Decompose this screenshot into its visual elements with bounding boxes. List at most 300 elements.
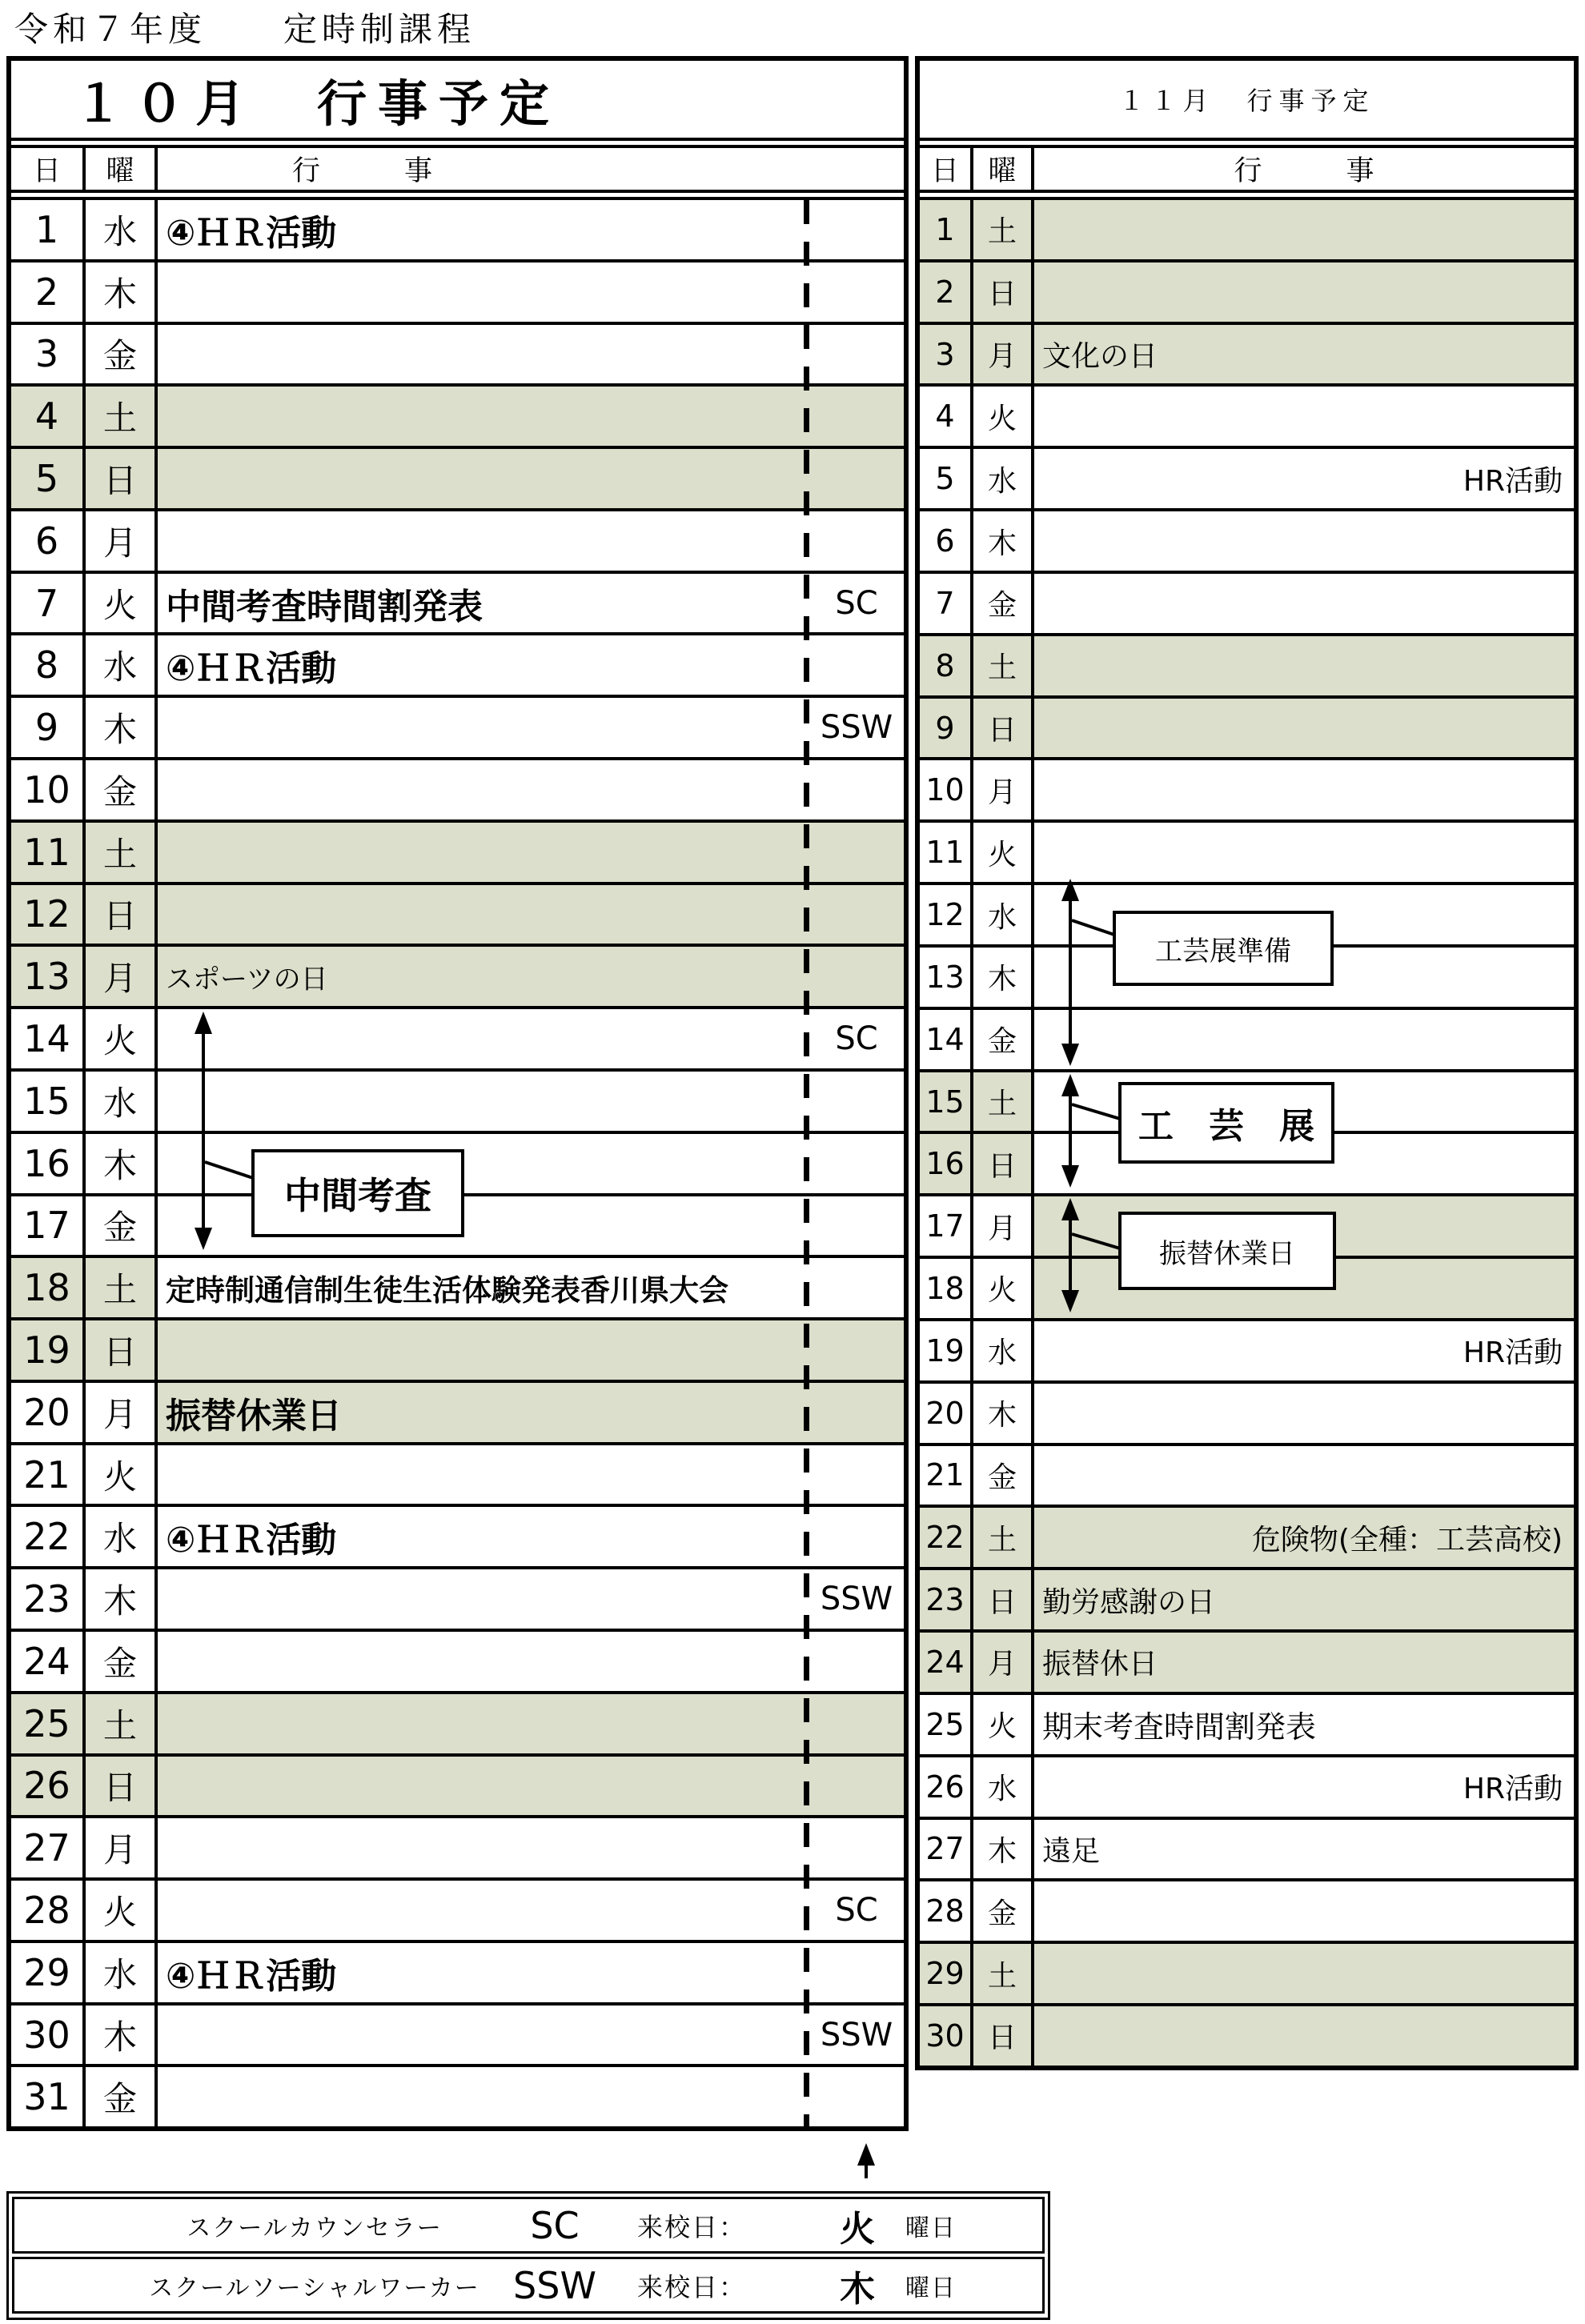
calendar-row-october-4 — [11, 387, 904, 449]
weekday-cell — [86, 885, 158, 944]
date-cell-text: 4 — [34, 395, 59, 439]
event-cell — [158, 1320, 904, 1380]
calendar-row-october-1 — [11, 200, 904, 262]
event-cell — [158, 1445, 904, 1505]
date-cell — [11, 1196, 86, 1256]
weekday-cell-text: 木 — [987, 527, 1017, 560]
date-cell-text: 17 — [925, 1208, 965, 1244]
event-cell-text: 遠足 — [1042, 1834, 1101, 1868]
date-cell-text: 30 — [925, 2017, 965, 2054]
calendar-row-november-20 — [920, 1384, 1574, 1446]
calendar-row-october-30 — [11, 2005, 904, 2068]
weekday-cell-text: 火 — [987, 1710, 1017, 1744]
event-cell — [158, 1632, 904, 1691]
weekday-cell-text: 水 — [102, 1954, 137, 1994]
event-cell-text: 振替休業日 — [166, 1395, 342, 1436]
date-cell-text: 31 — [23, 2075, 70, 2119]
date-cell-text: 29 — [925, 1956, 965, 1992]
date-cell-text: 5 — [34, 457, 59, 501]
date-cell — [11, 1694, 86, 1753]
date-cell — [920, 1072, 973, 1132]
weekday-cell-text: 火 — [102, 1892, 137, 1932]
date-cell — [11, 2067, 86, 2126]
column-header-weekday: 曜 — [973, 148, 1034, 190]
weekday-cell-text: 水 — [987, 900, 1017, 934]
calendar-row-october-11 — [11, 823, 904, 885]
calendar-row-october-18 — [11, 1258, 904, 1320]
event-cell — [158, 2005, 904, 2065]
calendar-row-october-10 — [11, 760, 904, 823]
weekday-cell-text: 火 — [102, 585, 137, 625]
legend-row-school-counselor — [12, 2197, 1045, 2254]
event-cell — [1034, 1010, 1574, 1069]
event-cell-text: ④ＨＲ活動 — [166, 1955, 337, 1997]
event-cell-text: 振替休日 — [1042, 1648, 1158, 1681]
weekday-cell — [86, 823, 158, 882]
weekday-cell — [86, 1881, 158, 1940]
weekday-cell-text: 日 — [987, 2021, 1017, 2055]
date-cell-text: 6 — [935, 523, 955, 559]
date-cell — [11, 2005, 86, 2065]
weekday-cell — [973, 1944, 1034, 2003]
weekday-cell — [973, 699, 1034, 758]
event-cell — [158, 823, 904, 882]
weekday-cell-text: 月 — [987, 1648, 1017, 1681]
weekday-cell-text: 土 — [102, 399, 137, 439]
weekday-cell-text: 土 — [987, 1088, 1017, 1120]
calendar-row-november-4 — [920, 387, 1574, 449]
date-cell — [11, 1320, 86, 1380]
date-cell-text: 12 — [925, 897, 965, 933]
october-header-row — [11, 145, 904, 193]
weekday-cell-text: 金 — [987, 1461, 1017, 1494]
date-cell — [11, 574, 86, 633]
calendar-row-october-14 — [11, 1009, 904, 1072]
event-cell — [158, 1818, 904, 1877]
counselor-visit-marker — [809, 387, 904, 446]
date-cell-text: 8 — [34, 643, 59, 687]
event-cell — [158, 698, 904, 757]
date-cell — [11, 1943, 86, 2002]
date-cell — [11, 511, 86, 571]
date-cell-text: 1 — [935, 211, 955, 247]
calendar-row-october-28 — [11, 1881, 904, 1943]
calendar-row-november-26 — [920, 1757, 1574, 1820]
weekday-cell — [86, 200, 158, 259]
calendar-row-october-13 — [11, 947, 904, 1009]
date-cell — [920, 387, 973, 446]
weekday-cell-text: 土 — [987, 215, 1017, 249]
date-cell-text: 20 — [23, 1390, 70, 1434]
weekday-cell — [973, 1446, 1034, 1505]
date-cell — [920, 1321, 973, 1380]
weekday-cell-text: 水 — [102, 1519, 137, 1559]
legend-visit-day: 木 — [840, 2268, 875, 2310]
craft-exhibition-label: 工 芸 展 — [1138, 1106, 1314, 1147]
date-cell-text: 12 — [23, 892, 70, 936]
counselor-visit-marker — [809, 1320, 904, 1380]
event-cell — [158, 947, 904, 1006]
event-cell — [158, 1881, 904, 1940]
counselor-visit-marker — [809, 1072, 904, 1131]
counselor-visit-marker: SC — [835, 1891, 878, 1929]
date-cell-text: 9 — [34, 706, 59, 750]
event-cell — [158, 2067, 904, 2126]
date-cell — [11, 698, 86, 757]
event-cell — [158, 1569, 904, 1629]
date-cell-text: 25 — [23, 1701, 70, 1745]
calendar-row-october-9 — [11, 698, 904, 760]
weekday-cell-text: 日 — [987, 1585, 1017, 1619]
event-cell-text: HR活動 — [1463, 464, 1563, 498]
date-cell — [920, 200, 973, 259]
weekday-cell-text: 金 — [102, 1208, 137, 1248]
counselor-visit-marker: SC — [835, 1020, 878, 1058]
event-cell-text: HR活動 — [1463, 1773, 1563, 1806]
event-cell — [1034, 262, 1574, 322]
event-cell — [1034, 1944, 1574, 2003]
date-cell — [920, 1259, 973, 1318]
weekday-cell-text: 金 — [102, 336, 137, 376]
weekday-cell — [86, 1383, 158, 1442]
date-cell-text: 22 — [23, 1515, 70, 1559]
weekday-cell — [973, 636, 1034, 695]
date-cell — [11, 1507, 86, 1566]
weekday-cell-text: 木 — [102, 710, 137, 750]
calendar-row-october-27 — [11, 1818, 904, 1881]
date-cell-text: 30 — [23, 2013, 70, 2057]
event-cell — [1034, 2006, 1574, 2066]
calendar-row-november-2 — [920, 262, 1574, 325]
event-cell — [158, 325, 904, 384]
date-cell — [920, 636, 973, 695]
date-cell-text: 3 — [935, 336, 955, 372]
november-table — [915, 56, 1579, 2070]
date-cell — [11, 1818, 86, 1877]
event-cell — [1034, 699, 1574, 758]
date-cell — [920, 1570, 973, 1629]
weekday-cell-text: 日 — [987, 278, 1017, 311]
date-cell — [920, 1633, 973, 1692]
weekday-cell — [973, 1633, 1034, 1692]
event-cell-text: 中間考査時間割発表 — [166, 586, 483, 627]
date-cell — [920, 760, 973, 819]
weekday-cell — [973, 200, 1034, 259]
weekday-cell — [973, 1695, 1034, 1754]
date-cell-text: 27 — [925, 1831, 965, 1867]
event-cell — [1034, 760, 1574, 819]
weekday-cell — [973, 1259, 1034, 1318]
event-cell — [158, 1009, 904, 1068]
date-cell — [920, 823, 973, 882]
weekday-cell — [86, 1009, 158, 1068]
weekday-cell — [86, 1757, 158, 1816]
weekday-cell — [86, 2005, 158, 2065]
date-cell — [920, 574, 973, 633]
weekday-cell-text: 土 — [987, 1959, 1017, 1993]
counselor-visit-marker — [809, 200, 904, 259]
weekday-cell — [86, 1320, 158, 1380]
event-cell — [158, 635, 904, 695]
weekday-cell — [973, 948, 1034, 1007]
date-cell-text: 24 — [23, 1639, 70, 1683]
counselor-visit-marker — [809, 823, 904, 882]
date-cell — [920, 1757, 973, 1817]
event-cell — [1034, 636, 1574, 695]
counselor-visit-marker — [809, 885, 904, 944]
calendar-row-november-10 — [920, 760, 1574, 823]
legend-row-school-social-worker — [12, 2257, 1045, 2314]
counselor-visit-marker — [809, 760, 904, 819]
date-cell-text: 1 — [34, 207, 59, 251]
weekday-cell-text: 土 — [102, 1705, 137, 1745]
event-cell — [1034, 574, 1574, 633]
weekday-cell-text: 木 — [102, 1581, 137, 1621]
weekday-cell — [86, 698, 158, 757]
event-cell — [1034, 1508, 1574, 1567]
weekday-cell — [973, 1072, 1034, 1132]
date-cell — [11, 387, 86, 446]
event-cell-text: 文化の日 — [1042, 340, 1158, 374]
counselor-visit-marker: SSW — [820, 709, 893, 747]
weekday-cell-text: 日 — [987, 714, 1017, 747]
event-cell — [158, 1383, 904, 1442]
weekday-cell — [86, 574, 158, 633]
event-cell-text: ④ＨＲ活動 — [166, 648, 337, 690]
calendar-row-october-5 — [11, 449, 904, 511]
weekday-cell-text: 水 — [102, 1083, 137, 1123]
date-cell-text: 3 — [34, 332, 59, 376]
date-cell-text: 23 — [23, 1577, 70, 1621]
weekday-cell — [973, 760, 1034, 819]
counselor-visit-marker — [809, 1632, 904, 1691]
calendar-row-november-29 — [920, 1944, 1574, 2006]
date-cell-text: 14 — [925, 1021, 965, 1057]
event-cell-text: ④ＨＲ活動 — [166, 1520, 337, 1561]
event-cell — [158, 1694, 904, 1753]
october-title: １０月 行事予定 — [11, 61, 904, 141]
column-header-event: 行 事 — [1234, 155, 1374, 187]
weekday-cell — [86, 449, 158, 508]
event-cell — [158, 200, 904, 259]
weekday-cell-text: 金 — [102, 771, 137, 811]
date-cell-text: 11 — [23, 830, 70, 874]
date-cell-text: 21 — [23, 1452, 70, 1497]
event-cell-text: ④ＨＲ活動 — [166, 212, 337, 254]
counselor-visit-marker: SSW — [820, 1581, 893, 1618]
weekday-cell — [86, 511, 158, 571]
weekday-cell-text: 金 — [987, 1897, 1017, 1930]
calendar-row-november-3 — [920, 325, 1574, 387]
weekday-cell-text: 木 — [102, 274, 137, 314]
column-header-weekday: 曜 — [86, 148, 158, 190]
date-cell-text: 19 — [925, 1332, 965, 1368]
calendar-row-october-6 — [11, 511, 904, 574]
midterm-exam-label-box — [251, 1149, 464, 1237]
calendar-row-november-1 — [920, 200, 1574, 262]
weekday-cell-text: 金 — [102, 2079, 137, 2119]
event-cell — [158, 387, 904, 446]
event-cell — [158, 262, 904, 322]
weekday-cell — [973, 2006, 1034, 2066]
counselor-visit-marker — [809, 511, 904, 571]
event-cell — [1034, 823, 1574, 882]
date-cell — [920, 1944, 973, 2003]
event-cell — [1034, 449, 1574, 508]
calendar-row-october-29 — [11, 1943, 904, 2005]
weekday-cell — [973, 1881, 1034, 1941]
date-cell-text: 24 — [925, 1644, 965, 1680]
date-cell — [920, 1196, 973, 1256]
date-cell-text: 15 — [925, 1084, 965, 1120]
date-cell-text: 21 — [925, 1457, 965, 1493]
calendar-row-october-26 — [11, 1757, 904, 1819]
weekday-cell — [86, 1196, 158, 1256]
weekday-cell-text: 木 — [102, 1145, 137, 1185]
date-cell-text: 17 — [23, 1204, 70, 1248]
calendar-row-november-21 — [920, 1446, 1574, 1509]
weekday-cell-text: 木 — [987, 1834, 1017, 1868]
date-cell — [11, 635, 86, 695]
date-cell-text: 13 — [23, 955, 70, 999]
event-cell-text: 定時制通信制生徒生活体験発表香川県大会 — [166, 1273, 728, 1308]
weekday-cell-text: 日 — [102, 461, 137, 501]
date-cell — [11, 1445, 86, 1505]
date-cell — [920, 699, 973, 758]
date-cell — [11, 449, 86, 508]
date-cell-text: 16 — [925, 1146, 965, 1182]
calendar-row-october-31 — [11, 2067, 904, 2126]
calendar-row-october-12 — [11, 885, 904, 948]
date-cell — [11, 1757, 86, 1816]
date-cell — [920, 1446, 973, 1505]
date-cell-text: 4 — [935, 399, 955, 435]
weekday-cell — [973, 1134, 1034, 1193]
weekday-cell — [86, 325, 158, 384]
date-cell-text: 8 — [935, 647, 955, 683]
date-cell-text: 19 — [23, 1328, 70, 1372]
weekday-cell — [973, 885, 1034, 944]
calendar-row-november-11 — [920, 823, 1574, 885]
counselor-visit-marker — [809, 449, 904, 508]
date-cell-text: 28 — [925, 1893, 965, 1929]
event-cell — [1034, 387, 1574, 446]
date-cell — [11, 1134, 86, 1193]
event-cell — [158, 1943, 904, 2002]
substitute-holiday-label: 振替休業日 — [1159, 1237, 1295, 1270]
weekday-cell-text: 火 — [102, 1021, 137, 1061]
legend-visit-day-label: 来校日： — [637, 2271, 747, 2302]
column-header-day: 日 — [11, 148, 86, 190]
date-cell — [11, 1258, 86, 1317]
weekday-cell — [86, 1258, 158, 1317]
page-title: 令和７年度 定時制課程 — [14, 10, 476, 49]
weekday-cell — [973, 511, 1034, 571]
calendar-row-october-15 — [11, 1072, 904, 1134]
date-cell-text: 10 — [23, 767, 70, 811]
event-cell — [158, 1072, 904, 1131]
calendar-row-november-22 — [920, 1508, 1574, 1570]
calendar-row-october-2 — [11, 262, 904, 325]
weekday-cell-text: 火 — [987, 1274, 1017, 1308]
sc-ssw-dashed-divider — [804, 200, 809, 2126]
weekday-cell — [973, 449, 1034, 508]
november-title: １１月 行事予定 — [920, 61, 1574, 141]
date-cell-text: 28 — [23, 1888, 70, 1932]
weekday-cell — [973, 1820, 1034, 1879]
date-cell — [920, 1881, 973, 1941]
weekday-cell — [86, 262, 158, 322]
date-cell-text: 23 — [925, 1582, 965, 1618]
calendar-row-october-19 — [11, 1320, 904, 1383]
date-cell-text: 11 — [925, 835, 965, 871]
november-header-row — [920, 145, 1574, 193]
weekday-cell — [973, 1384, 1034, 1443]
counselor-visit-marker — [809, 1943, 904, 2002]
date-cell — [920, 325, 973, 384]
weekday-cell — [86, 1818, 158, 1877]
date-cell — [920, 948, 973, 1007]
event-cell — [1034, 1446, 1574, 1505]
weekday-cell — [973, 1010, 1034, 1069]
weekday-cell — [86, 1445, 158, 1505]
date-cell — [920, 262, 973, 322]
weekday-cell-text: 月 — [102, 523, 137, 563]
legend-visit-day-label: 来校日： — [637, 2211, 747, 2242]
weekday-cell-text: 木 — [102, 2017, 137, 2057]
date-cell-text: 22 — [925, 1520, 965, 1556]
date-cell — [920, 1010, 973, 1069]
weekday-cell — [86, 1134, 158, 1193]
date-cell — [920, 2006, 973, 2066]
substitute-holiday-label-box — [1118, 1212, 1336, 1290]
calendar-row-october-3 — [11, 325, 904, 387]
date-cell — [920, 1508, 973, 1567]
weekday-cell-text: 木 — [987, 963, 1017, 996]
weekday-cell-text: 火 — [987, 402, 1017, 435]
event-cell — [158, 1507, 904, 1566]
date-cell-text: 20 — [925, 1395, 965, 1431]
october-table — [6, 56, 909, 2131]
weekday-cell — [973, 387, 1034, 446]
weekday-cell — [86, 947, 158, 1006]
weekday-cell-text: 日 — [102, 1768, 137, 1808]
date-cell — [920, 1695, 973, 1754]
counselor-visit-marker — [809, 262, 904, 322]
column-header-event: 行 事 — [292, 155, 433, 187]
weekday-cell — [86, 2067, 158, 2126]
weekday-cell-text: 水 — [102, 211, 137, 251]
calendar-row-november-6 — [920, 511, 1574, 574]
date-cell — [11, 823, 86, 882]
date-cell — [920, 885, 973, 944]
weekday-cell-text: 日 — [102, 1332, 137, 1372]
date-cell — [11, 200, 86, 259]
craft-exhibition-label-box — [1118, 1082, 1334, 1164]
event-cell-text: 期末考査時間割発表 — [1042, 1709, 1317, 1745]
date-cell-text: 14 — [23, 1017, 70, 1061]
counselor-visit-marker — [809, 635, 904, 695]
event-cell — [158, 574, 904, 633]
date-cell — [920, 449, 973, 508]
event-cell — [1034, 1695, 1574, 1754]
event-cell — [1034, 1881, 1574, 1941]
weekday-cell-text: 木 — [987, 1399, 1017, 1432]
calendar-row-october-24 — [11, 1632, 904, 1694]
weekday-cell — [86, 1072, 158, 1131]
counselor-visit-marker — [809, 1507, 904, 1566]
date-cell-text: 9 — [935, 710, 955, 746]
